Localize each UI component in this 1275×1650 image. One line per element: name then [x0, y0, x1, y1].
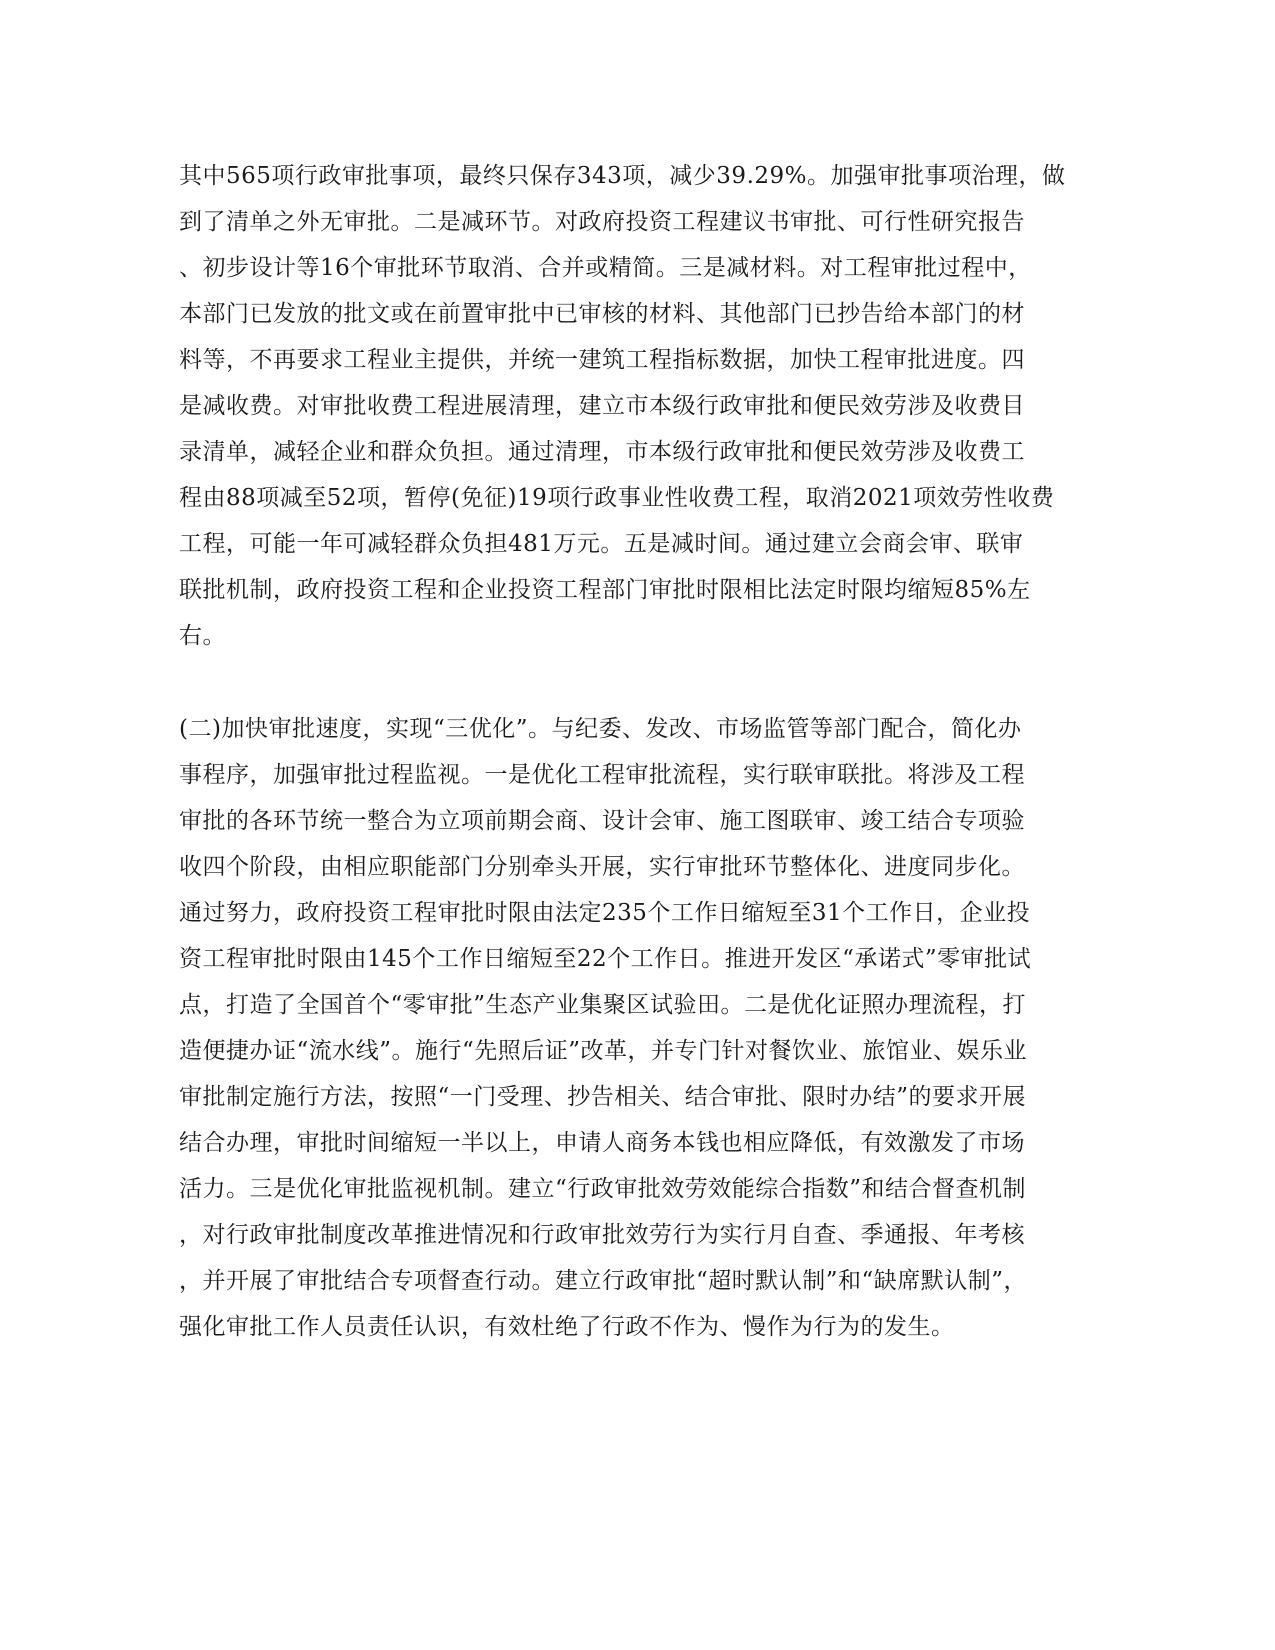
paragraph-1-line: 右。 [179, 623, 226, 649]
paragraph-1-line: 、初步设计等16个审批环节取消、合并或精简。三是减材料。对工程审批过程中， [179, 255, 1032, 281]
paragraph-2-line: (二)加快审批速度，实现“三优化”。与纪委、发改、市场监管等部门配合，简化办 [179, 716, 1022, 742]
paragraph-2-line: 通过努力，政府投资工程审批时限由法定235个工作日缩短至31个工作日，企业投 [179, 900, 1031, 926]
paragraph-1-line: 到了清单之外无审批。二是减环节。对政府投资工程建议书审批、可行性研究报告 [179, 209, 1025, 235]
paragraph-2-line: 资工程审批时限由145个工作日缩短至22个工作日。推进开发区“承诺式”零审批试 [179, 946, 1032, 972]
paragraph-1-line: 工程，可能一年可减轻群众负担481万元。五是减时间。通过建立会商会审、联审 [179, 531, 1024, 557]
paragraph-2-line: 审批的各环节统一整合为立项前期会商、设计会审、施工图联审、竣工结合专项验 [179, 808, 1025, 834]
paragraph-2-line: 收四个阶段，由相应职能部门分别牵头开展，实行审批环节整体化、进度同步化。 [179, 854, 1025, 880]
paragraph-1-line: 录清单，减轻企业和群众负担。通过清理，市本级行政审批和便民效劳涉及收费工 [179, 439, 1025, 465]
paragraph-2-line: ，并开展了审批结合专项督查行动。建立行政审批“超时默认制”和“缺席默认制”， [179, 1268, 1028, 1294]
paragraph-2-line: ，对行政审批制度改革推进情况和行政审批效劳行为实行月自查、季通报、年考核 [179, 1222, 1025, 1248]
paragraph-1-line: 程由88项减至52项，暂停(免征)19项行政事业性收费工程，取消2021项效劳性收费 [179, 485, 1055, 511]
paragraph-2-line: 事程序，加强审批过程监视。一是优化工程审批流程，实行联审联批。将涉及工程 [179, 762, 1025, 788]
paragraph-2-line: 强化审批工作人员责任认识，有效杜绝了行政不作为、慢作为行为的发生。 [179, 1314, 955, 1340]
paragraph-1-line: 是减收费。对审批收费工程进展清理，建立市本级行政审批和便民效劳涉及收费目 [179, 393, 1025, 419]
paragraph-1-line: 本部门已发放的批文或在前置审批中已审核的材料、其他部门已抄告给本部门的材 [179, 301, 1025, 327]
paragraph-2-line: 造便捷办证“流水线”。施行“先照后证”改革，并专门针对餐饮业、旅馆业、娱乐业 [179, 1038, 1028, 1064]
paragraph-2-line: 审批制定施行方法，按照“一门受理、抄告相关、结合审批、限时办结”的要求开展 [179, 1084, 1027, 1110]
paragraph-1-line: 其中565项行政审批事项，最终只保存343项，减少39.29%。加强审批事项治理，做 [179, 163, 1066, 189]
paragraph-2-line: 结合办理，审批时间缩短一半以上，申请人商务本钱也相应降低，有效激发了市场 [179, 1130, 1025, 1156]
paragraph-1-line: 联批机制，政府投资工程和企业投资工程部门审批时限相比法定时限均缩短85%左 [179, 577, 1031, 603]
paragraph-2-line: 点，打造了全国首个“零审批”生态产业集聚区试验田。二是优化证照办理流程，打 [179, 992, 1027, 1018]
paragraph-1-line: 料等，不再要求工程业主提供，并统一建筑工程指标数据，加快工程审批进度。四 [179, 347, 1025, 373]
paragraph-2-line: 活力。三是优化审批监视机制。建立“行政审批效劳效能综合指数”和结合督查机制 [179, 1176, 1027, 1202]
